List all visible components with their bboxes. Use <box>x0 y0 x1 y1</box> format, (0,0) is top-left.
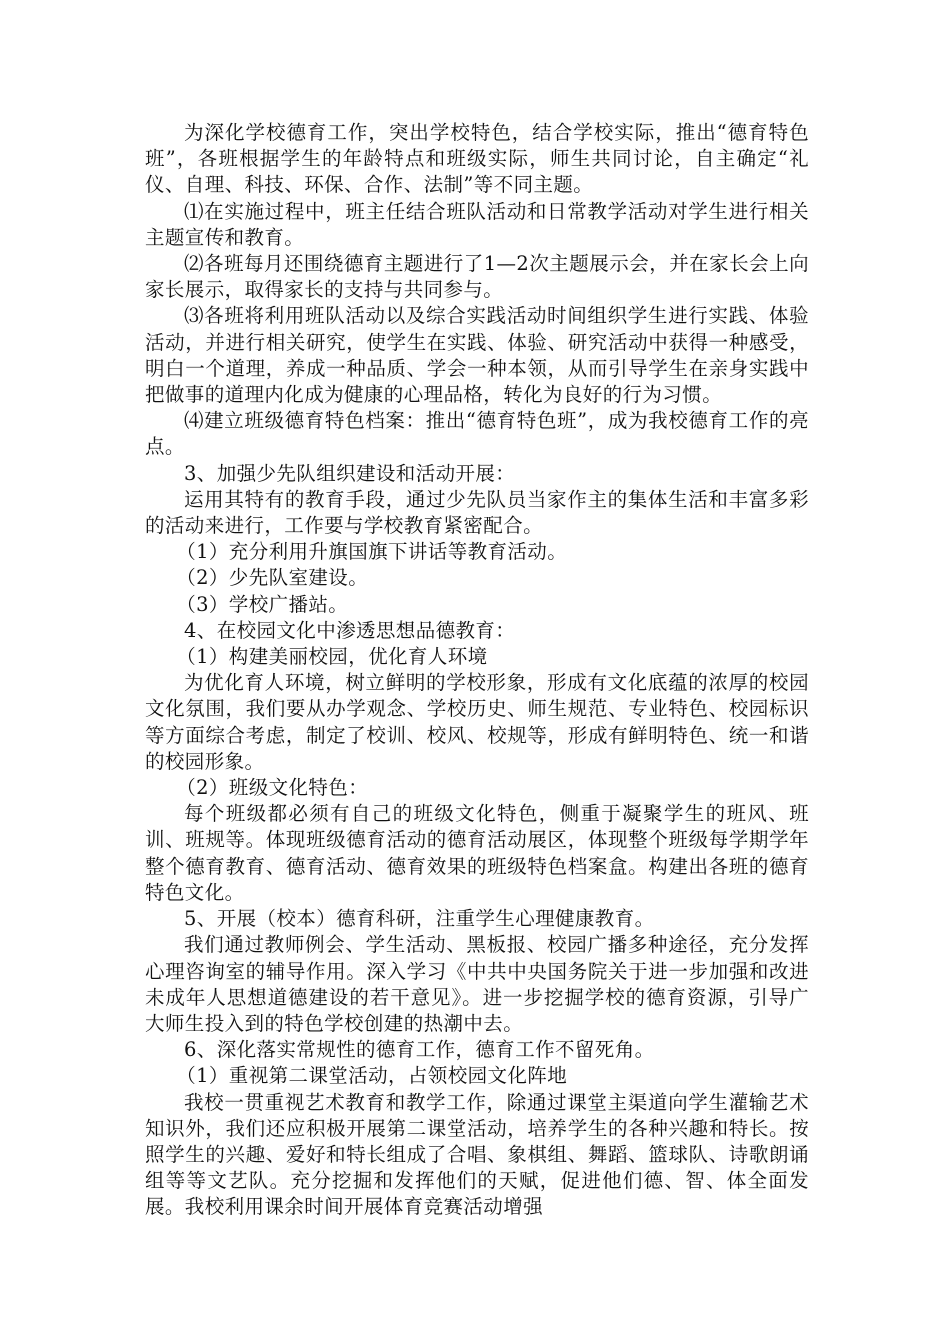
section-heading-6: 6、深化落实常规性的德育工作，德育工作不留死角。 <box>184 1038 655 1062</box>
section-heading-3: 3、加强少先队组织建设和活动开展： <box>184 461 516 485</box>
paragraph-item-4: ⑷建立班级德育特色档案：推出“德育特色班”，成为我校德育工作的亮点。 <box>145 409 809 459</box>
subheading-campus: （1）构建美丽校园，优化育人环境 <box>176 645 488 669</box>
list-item-flag-speech: （1）充分利用升旗国旗下讲话等教育活动。 <box>176 540 568 564</box>
list-item-pioneer-room: （2）少先队室建设。 <box>176 566 369 590</box>
paragraph-intro: 为深化学校德育工作，突出学校特色，结合学校实际，推出“德育特色班”，各班根据学生的年龄特点和班级实际，师生共同讨论，自主确定“礼仪、自理、科技、环保、合作、法制”等不同主题。 <box>145 121 809 197</box>
subheading-class-culture: （2）班级文化特色： <box>176 776 369 800</box>
paragraph-campus-culture: 为优化育人环境，树立鲜明的学校形象，形成有文化底蕴的浓厚的校园文化氛围，我们要从办学观念、学校历史、师生规范、专业特色、校园标识等方面综合考虑，制定了校训、校风、校规等，形成有鲜明特色、统一和谐的校园形象。 <box>145 671 809 773</box>
section-heading-4: 4、在校园文化中渗透思想品德教育： <box>184 618 516 642</box>
subheading-second-classroom: （1）重视第二课堂活动，占领校园文化阵地 <box>176 1064 568 1088</box>
paragraph-pioneers: 运用其特有的教育手段，通过少先队员当家作主的集体生活和丰富多彩的活动来进行，工作要与学校教育紧密配合。 <box>145 487 809 538</box>
paragraph-item-2: ⑵各班每月还围绕德育主题进行了1—2次主题展示会，并在家长会上向家长展示，取得家长的支持与共同参与。 <box>145 252 809 302</box>
paragraph-research: 我们通过教师例会、学生活动、黑板报、校园广播多种途径，充分发挥心理咨询室的辅导作用。深入学习《中共中央国务院关于进一步加强和改进未成年人思想道德建设的若干意见》。进一步挖掘学校的德育资源，引导广大师生投入到的特色学校创建的热潮中去。 <box>145 933 809 1035</box>
section-heading-5: 5、开展（校本）德育科研，注重学生心理健康教育。 <box>184 907 655 931</box>
paragraph-class-culture: 每个班级都必须有自己的班级文化特色，侧重于凝聚学生的班风、班训、班规等。体现班级德育活动的德育活动展区，体现整个班级每学期学年整个德育教育、德育活动、德育效果的班级特色档案盒。构建出各班的德育特色文化。 <box>145 802 809 904</box>
paragraph-arts: 我校一贯重视艺术教育和教学工作，除通过课堂主渠道向学生灌输艺术知识外，我们还应积极开展第二课堂活动，培养学生的各种兴趣和特长。按照学生的兴趣、爱好和特长组成了合唱、象棋组、舞蹈、篮球队、诗歌朗诵组等等文艺队。充分挖掘和发挥他们的天赋，促进他们德、智、体全面发展。我校利用课余时间开展体育竞赛活动增强 <box>145 1090 809 1219</box>
list-item-broadcast: （3）学校广播站。 <box>176 592 349 616</box>
document-body <box>145 120 809 1221</box>
paragraph-item-1: ⑴在实施过程中，班主任结合班队活动和日常教学活动对学生进行相关主题宣传和教育。 <box>145 199 809 249</box>
paragraph-item-3: ⑶各班将利用班队活动以及综合实践活动时间组织学生进行实践、体验活动，并进行相关研究，使学生在实践、体验、研究活动中获得一种感受，明白一个道理，养成一种品质、学会一种本领，从而引导学生在亲身实践中把做事的道理内化成为健康的心理品格，转化为良好的行为习惯。 <box>145 304 809 407</box>
